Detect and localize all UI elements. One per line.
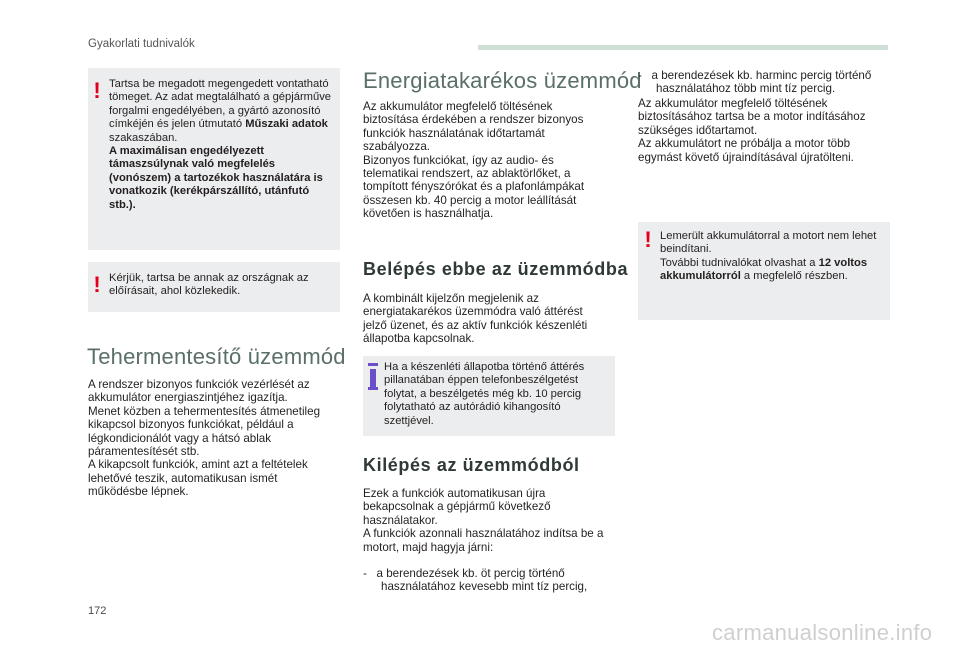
warning-box-battery (638, 222, 890, 320)
warning-towing-bold: A maximálisan engedélyezett támaszsúlynak való megfelelés (vonószem) a tartozékok használatára is vonatkozik (kerékpárszállító, utánfutó stb.). (109, 145, 323, 211)
warning-regulations-text: Kérjük, tartsa be annak az országnak az előírásait, ahol közlekedik. (109, 272, 309, 298)
warning-icon: ! (93, 272, 101, 297)
energy-saving-body: Az akkumulátor megfelelő töltésének biztosítása érdekében a rendszer bizonyos funkciók használatának időtartamát szabályozza. Bizonyos funkciókat, így az audio- és telematikai rendszert, az ablaktörlőket, a tompított fényszórókat és a plafonlámpákat összesen kb. 40 percig a motor leállítását követően is használhatja. (363, 100, 585, 221)
warning-battery-text: Lemerült akkumulátorral a motort nem lehet beindítani. További tudnivalókat olvashat a 12 voltos akkumulátorról a megfelelő részben. (660, 230, 877, 283)
page-number: 172 (88, 605, 107, 617)
heading-exiting-mode: Kilépés az üzemmódból (363, 455, 580, 475)
exiting-mode-body: Ezek a funkciók automatikusan újra bekapcsolnak a gépjármű következő használatakor. A funkciók azonnali használatához indítsa be a motort, majd hagyja járni: (363, 487, 604, 554)
watermark: carmanualsonline.info (712, 620, 933, 645)
right-body: Az akkumulátor megfelelő töltésének biztosításához tartsa be a motor indításához szükséges időtartamot. Az akkumulátort ne próbálja a motor több egymást követő újraindításával újratölteni. (638, 97, 866, 164)
list-item: - a berendezések kb. harminc percig történő használatához több mint tíz percig. (638, 69, 872, 96)
heading-entering-mode: Belépés ebbe az üzemmódba (363, 259, 629, 279)
warning-icon: ! (93, 78, 101, 103)
heading-energy-saving: Energiatakarékos üzemmód (363, 68, 642, 93)
info-box-phone-call (363, 356, 615, 436)
header-accent-bar (478, 45, 888, 50)
warning-icon: ! (644, 227, 652, 252)
warning-towing-text: Tartsa be megadott megengedett vontatható tömeget. Az adat megtalálható a gépjárműve forgalmi engedélyében, a gyártó azonosító címkéjén és jelen útmutató Műszaki adatok szakaszában. A maximálisan engedélyezett támaszsúlynak való megfelelés (vonószem) a tartozékok használatára is vonatkozik (kerékpárszállító, utánfutó stb.). (109, 78, 332, 211)
list-item: - a berendezések kb. öt percig történő használatához kevesebb mint tíz percig, (363, 567, 588, 594)
warning-box-towing (88, 68, 340, 250)
info-icon (370, 369, 376, 387)
load-shedding-body: A rendszer bizonyos funkciók vezérlését az akkumulátor energiaszintjéhez igazítja. Menet közben a tehermentesítés átmenetileg kikapcsol bizonyos funkciókat, például a légkondicionálót vagy a hátsó ablak páramentesítését stb. A kikapcsolt funkciók, amint azt a feltételek lehetővé teszik, automatikusan ismét működésbe lépnek. (88, 378, 321, 499)
warning-box-regulations (88, 262, 340, 312)
heading-load-shedding: Tehermentesítő üzemmód (87, 344, 346, 369)
entering-mode-body: A kombinált kijelzőn megjelenik az energiatakarékos üzemmódra való áttérést jelző üzenet, és az aktív funkciók készenléti állapotba kapcsolnak. (363, 292, 588, 346)
section-header: Gyakorlati tudnivalók (88, 38, 195, 50)
info-phone-call-text: Ha a készenléti állapotba történő áttérés pillanatában éppen telefonbeszélgetést folytat, a beszélgetés még kb. 10 percig folytatható az autórádió kihangosító szettjével. (384, 361, 585, 427)
